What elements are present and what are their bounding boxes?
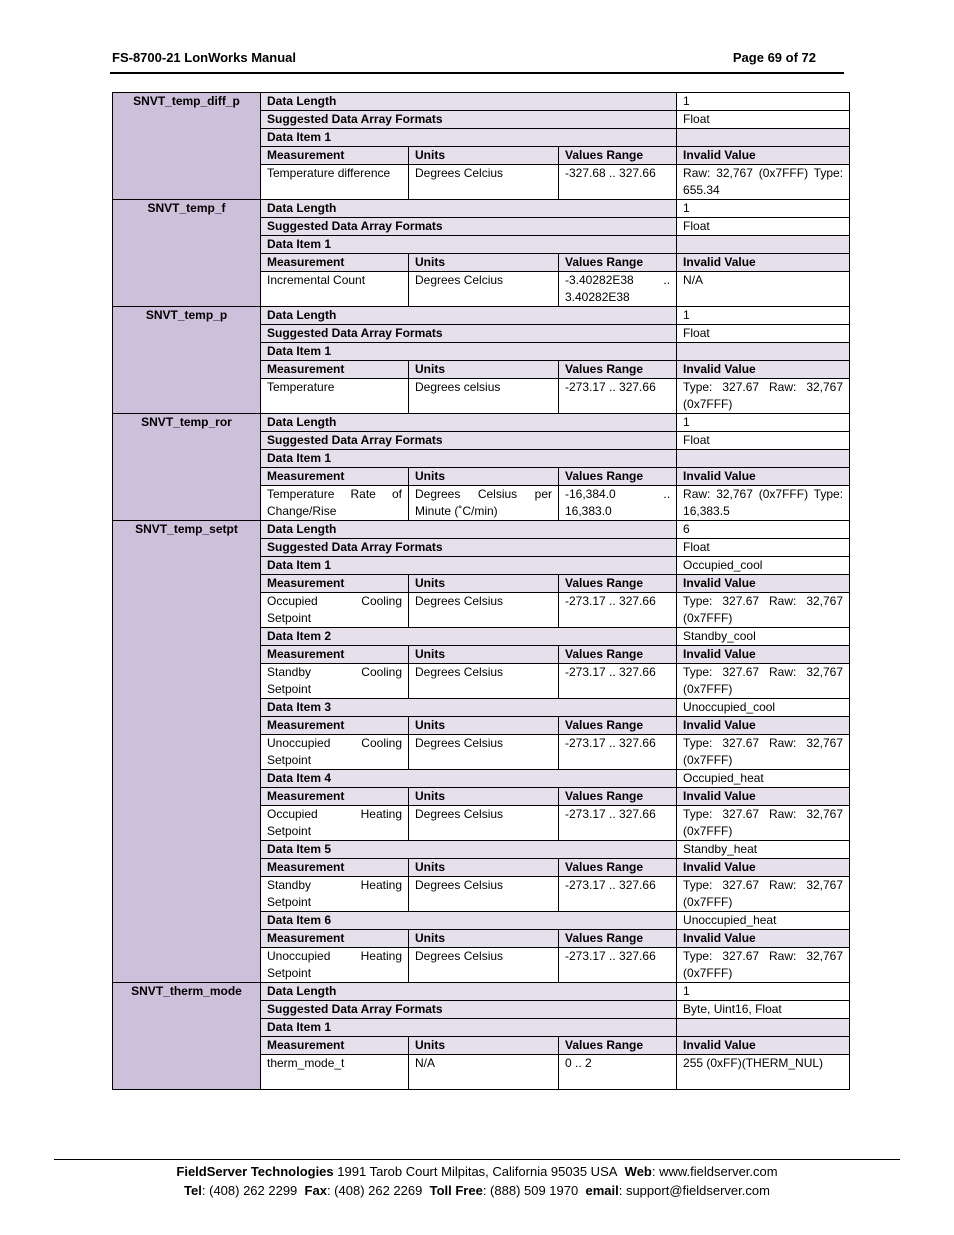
invalid-value: Type: 327.67 Raw: 32,767 (0x7FFF) xyxy=(677,806,850,841)
footer-divider xyxy=(54,1159,900,1160)
measurement-header: Measurement xyxy=(261,930,409,948)
data-length-row xyxy=(113,307,850,325)
formats-label: Suggested Data Array Formats xyxy=(261,432,677,450)
footer-fax-label: Fax xyxy=(304,1183,327,1198)
snvt-type-name: SNVT_temp_f xyxy=(113,200,261,307)
range-value: 0 .. 2 xyxy=(559,1055,677,1090)
measurement-header: Measurement xyxy=(261,575,409,593)
data-length-value: 1 xyxy=(677,200,850,218)
measurement-value: Temperature xyxy=(261,379,409,414)
measurement-value: Standby Heating Setpoint xyxy=(261,877,409,912)
values-range-header: Values Range xyxy=(559,1037,677,1055)
invalid-value-header: Invalid Value xyxy=(677,788,850,806)
measurement-header: Measurement xyxy=(261,646,409,664)
data-item-title: Data Item 1 xyxy=(261,343,677,361)
units-header: Units xyxy=(409,254,559,272)
formats-value: Float xyxy=(677,325,850,343)
data-length-value: 1 xyxy=(677,983,850,1001)
formats-label: Suggested Data Array Formats xyxy=(261,111,677,129)
units-header: Units xyxy=(409,361,559,379)
invalid-value: Type: 327.67 Raw: 32,767 (0x7FFF) xyxy=(677,664,850,699)
units-value: Degrees Celsius xyxy=(409,664,559,699)
measurement-header: Measurement xyxy=(261,147,409,165)
formats-label: Suggested Data Array Formats xyxy=(261,539,677,557)
measurement-value: Temperature difference xyxy=(261,165,409,200)
measurement-header: Measurement xyxy=(261,788,409,806)
data-length-label: Data Length xyxy=(261,93,677,111)
data-length-row xyxy=(113,93,850,111)
data-item-name xyxy=(677,450,850,468)
data-length-label: Data Length xyxy=(261,200,677,218)
units-value: N/A xyxy=(409,1055,559,1090)
footer-web-label: Web xyxy=(624,1164,652,1179)
units-header: Units xyxy=(409,717,559,735)
values-range-header: Values Range xyxy=(559,361,677,379)
footer-tel: (408) 262 2299 xyxy=(209,1183,298,1198)
values-range-header: Values Range xyxy=(559,468,677,486)
measurement-header: Measurement xyxy=(261,859,409,877)
data-item-name xyxy=(677,343,850,361)
measurement-value: Unoccupied Heating Setpoint xyxy=(261,948,409,983)
data-length-label: Data Length xyxy=(261,521,677,539)
manual-title: FS-8700-21 LonWorks Manual xyxy=(112,50,296,65)
measurement-value: Occupied Heating Setpoint xyxy=(261,806,409,841)
units-header: Units xyxy=(409,147,559,165)
invalid-value-header: Invalid Value xyxy=(677,254,850,272)
data-length-label: Data Length xyxy=(261,307,677,325)
measurement-value: Occupied Cooling Setpoint xyxy=(261,593,409,628)
range-value: -327.68 .. 327.66 xyxy=(559,165,677,200)
footer-email-label: email xyxy=(585,1183,619,1198)
data-item-name: Unoccupied_heat xyxy=(677,912,850,930)
data-length-value: 6 xyxy=(677,521,850,539)
page-footer xyxy=(54,1162,900,1200)
units-value: Degrees Celsius xyxy=(409,735,559,770)
data-item-title: Data Item 1 xyxy=(261,129,677,147)
units-value: Degrees Celsius xyxy=(409,948,559,983)
invalid-value-header: Invalid Value xyxy=(677,646,850,664)
footer-tollfree-label: Toll Free xyxy=(429,1183,483,1198)
range-value: -16,384.0 .. 16,383.0 xyxy=(559,486,677,521)
formats-label: Suggested Data Array Formats xyxy=(261,218,677,236)
units-value: Degrees Celcius xyxy=(409,165,559,200)
data-length-row xyxy=(113,521,850,539)
footer-line-1: FieldServer Technologies 1991 Tarob Court Milpitas, California 95035 USA Web: www.fieldserver.com xyxy=(176,1164,778,1179)
data-item-title: Data Item 2 xyxy=(261,628,677,646)
data-item-name: Standby_heat xyxy=(677,841,850,859)
units-value: Degrees Celsius per Minute (˚C/min) xyxy=(409,486,559,521)
measurement-value: Unoccupied Cooling Setpoint xyxy=(261,735,409,770)
footer-tollfree: (888) 509 1970 xyxy=(490,1183,579,1198)
values-range-header: Values Range xyxy=(559,930,677,948)
footer-line-2: Tel: (408) 262 2299 Fax: (408) 262 2269 Toll Free: (888) 509 1970 email: support@fieldserver.com xyxy=(184,1183,770,1198)
header-divider xyxy=(110,72,844,74)
invalid-value: 255 (0xFF)(THERM_NUL) xyxy=(677,1055,850,1090)
invalid-value-header: Invalid Value xyxy=(677,717,850,735)
formats-value: Float xyxy=(677,218,850,236)
footer-email-link[interactable]: support@fieldserver.com xyxy=(625,1183,770,1198)
formats-label: Suggested Data Array Formats xyxy=(261,1001,677,1019)
invalid-value: Type: 327.67 Raw: 32,767 (0x7FFF) xyxy=(677,877,850,912)
measurement-value: Standby Cooling Setpoint xyxy=(261,664,409,699)
units-header: Units xyxy=(409,859,559,877)
data-item-title: Data Item 4 xyxy=(261,770,677,788)
invalid-value: Type: 327.67 Raw: 32,767 (0x7FFF) xyxy=(677,379,850,414)
units-value: Degrees Celsius xyxy=(409,806,559,841)
formats-value: Byte, Uint16, Float xyxy=(677,1001,850,1019)
data-item-title: Data Item 1 xyxy=(261,450,677,468)
values-range-header: Values Range xyxy=(559,859,677,877)
data-length-value: 1 xyxy=(677,307,850,325)
values-range-header: Values Range xyxy=(559,147,677,165)
units-header: Units xyxy=(409,788,559,806)
data-item-name: Occupied_heat xyxy=(677,770,850,788)
formats-value: Float xyxy=(677,111,850,129)
snvt-type-name: SNVT_temp_setpt xyxy=(113,521,261,983)
page-header xyxy=(112,50,816,68)
invalid-value-header: Invalid Value xyxy=(677,575,850,593)
values-range-header: Values Range xyxy=(559,646,677,664)
footer-web-link[interactable]: www.fieldserver.com xyxy=(659,1164,778,1179)
data-item-title: Data Item 1 xyxy=(261,1019,677,1037)
data-length-label: Data Length xyxy=(261,414,677,432)
data-item-name xyxy=(677,236,850,254)
data-item-name: Standby_cool xyxy=(677,628,850,646)
invalid-value: Type: 327.67 Raw: 32,767 (0x7FFF) xyxy=(677,735,850,770)
invalid-value: Type: 327.67 Raw: 32,767 (0x7FFF) xyxy=(677,593,850,628)
data-item-title: Data Item 1 xyxy=(261,557,677,575)
invalid-value-header: Invalid Value xyxy=(677,930,850,948)
data-item-title: Data Item 5 xyxy=(261,841,677,859)
data-item-name: Occupied_cool xyxy=(677,557,850,575)
formats-value: Float xyxy=(677,539,850,557)
units-value: Degrees celsius xyxy=(409,379,559,414)
formats-label: Suggested Data Array Formats xyxy=(261,325,677,343)
units-header: Units xyxy=(409,1037,559,1055)
data-length-row xyxy=(113,414,850,432)
range-value: -273.17 .. 327.66 xyxy=(559,593,677,628)
range-value: -273.17 .. 327.66 xyxy=(559,735,677,770)
invalid-value-header: Invalid Value xyxy=(677,147,850,165)
data-item-name: Unoccupied_cool xyxy=(677,699,850,717)
units-value: Degrees Celcius xyxy=(409,272,559,307)
snvt-type-name: SNVT_temp_diff_p xyxy=(113,93,261,200)
invalid-value: N/A xyxy=(677,272,850,307)
footer-address: 1991 Tarob Court Milpitas, California 95035 USA xyxy=(337,1164,618,1179)
data-item-title: Data Item 3 xyxy=(261,699,677,717)
footer-tel-label: Tel xyxy=(184,1183,202,1198)
units-header: Units xyxy=(409,646,559,664)
snvt-type-name: SNVT_temp_p xyxy=(113,307,261,414)
measurement-header: Measurement xyxy=(261,717,409,735)
snvt-spec-table xyxy=(112,92,850,1090)
data-length-label: Data Length xyxy=(261,983,677,1001)
formats-value: Float xyxy=(677,432,850,450)
measurement-header: Measurement xyxy=(261,254,409,272)
measurement-header: Measurement xyxy=(261,361,409,379)
units-header: Units xyxy=(409,575,559,593)
measurement-value: Temperature Rate of Change/Rise xyxy=(261,486,409,521)
range-value: -273.17 .. 327.66 xyxy=(559,948,677,983)
data-item-title: Data Item 6 xyxy=(261,912,677,930)
invalid-value: Raw: 32,767 (0x7FFF) Type: 16,383.5 xyxy=(677,486,850,521)
measurement-value: Incremental Count xyxy=(261,272,409,307)
data-length-value: 1 xyxy=(677,93,850,111)
range-value: -273.17 .. 327.66 xyxy=(559,877,677,912)
footer-company: FieldServer Technologies xyxy=(176,1164,334,1179)
values-range-header: Values Range xyxy=(559,717,677,735)
measurement-value: therm_mode_t xyxy=(261,1055,409,1090)
invalid-value-header: Invalid Value xyxy=(677,1037,850,1055)
invalid-value: Raw: 32,767 (0x7FFF) Type: 655.34 xyxy=(677,165,850,200)
units-header: Units xyxy=(409,468,559,486)
units-value: Degrees Celsius xyxy=(409,877,559,912)
data-item-name xyxy=(677,1019,850,1037)
page-number: Page 69 of 72 xyxy=(732,50,816,65)
values-range-header: Values Range xyxy=(559,254,677,272)
footer-fax: (408) 262 2269 xyxy=(334,1183,423,1198)
measurement-header: Measurement xyxy=(261,468,409,486)
invalid-value: Type: 327.67 Raw: 32,767 (0x7FFF) xyxy=(677,948,850,983)
snvt-type-name: SNVT_temp_ror xyxy=(113,414,261,521)
invalid-value-header: Invalid Value xyxy=(677,859,850,877)
invalid-value-header: Invalid Value xyxy=(677,361,850,379)
range-value: -3.40282E38 .. 3.40282E38 xyxy=(559,272,677,307)
range-value: -273.17 .. 327.66 xyxy=(559,379,677,414)
data-length-value: 1 xyxy=(677,414,850,432)
range-value: -273.17 .. 327.66 xyxy=(559,664,677,699)
snvt-type-name: SNVT_therm_mode xyxy=(113,983,261,1090)
values-range-header: Values Range xyxy=(559,788,677,806)
data-item-name xyxy=(677,129,850,147)
range-value: -273.17 .. 327.66 xyxy=(559,806,677,841)
values-range-header: Values Range xyxy=(559,575,677,593)
data-item-title: Data Item 1 xyxy=(261,236,677,254)
units-header: Units xyxy=(409,930,559,948)
data-length-row xyxy=(113,200,850,218)
units-value: Degrees Celsius xyxy=(409,593,559,628)
invalid-value-header: Invalid Value xyxy=(677,468,850,486)
measurement-header: Measurement xyxy=(261,1037,409,1055)
data-length-row xyxy=(113,983,850,1001)
